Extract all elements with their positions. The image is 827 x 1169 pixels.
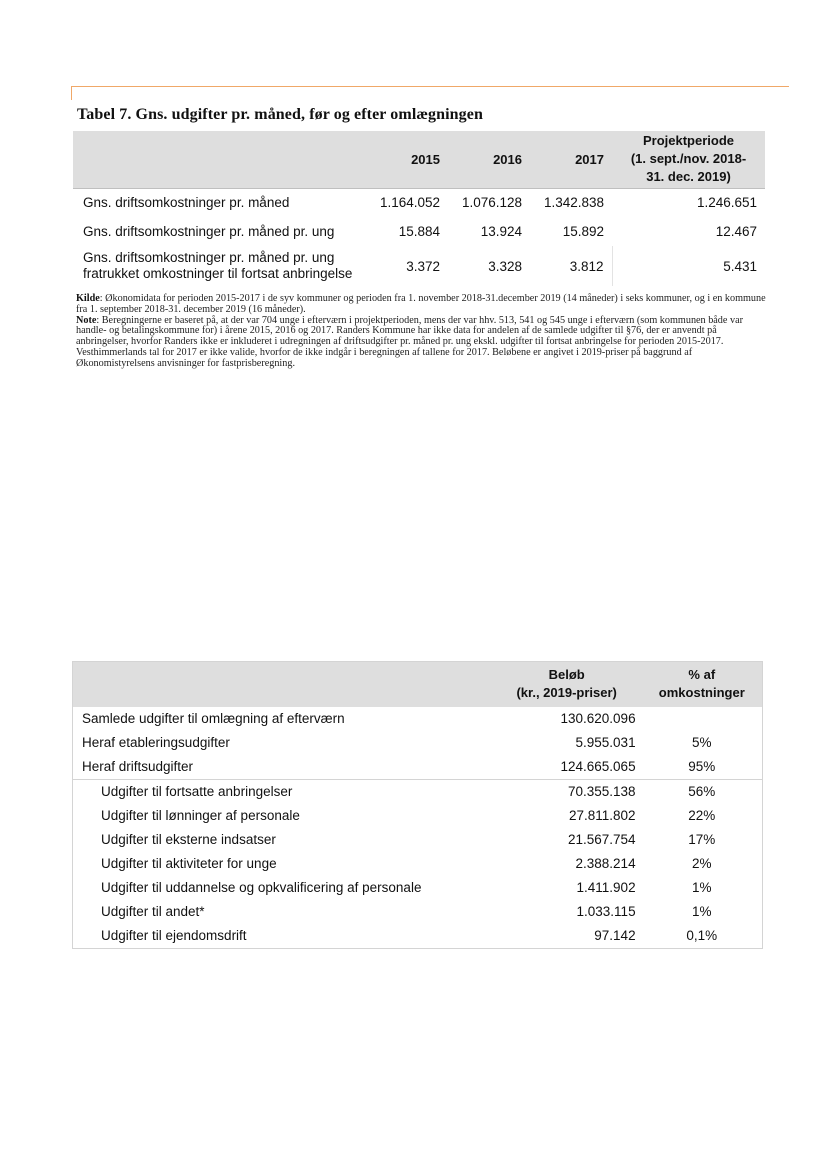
cost-table-row: [73, 707, 763, 731]
cost-table-row-label: Heraf etableringsudgifter: [82, 735, 230, 750]
table7-header-projektperiode-line-2: (1. sept./nov. 2018-: [630, 151, 747, 167]
cost-table-header-pct: [642, 662, 763, 707]
cost-table-subrow-label: Udgifter til eksterne indsatser: [101, 832, 276, 847]
cost-table-header-amount-line-1: Beløb: [548, 667, 585, 683]
cost-table-subrow-label: Udgifter til ejendomsdrift: [101, 928, 247, 943]
cost-table-row-pct: 5%: [692, 735, 712, 750]
cost-table-row-label: Samlede udgifter til omlægning af efterværn: [82, 711, 345, 726]
header-rule-tick: [71, 86, 72, 100]
table7-header-row: [73, 131, 765, 188]
cost-table-row-amount: 130.620.096: [560, 711, 636, 726]
cost-table-subrow-amount: 1.411.902: [576, 880, 636, 895]
cost-table-subrow: [73, 924, 763, 949]
table7-row-label: [73, 246, 360, 286]
table7-header-2015: 2015: [360, 131, 448, 188]
table7-cell: 15.892: [562, 224, 604, 239]
table7-cell: 13.924: [480, 224, 522, 239]
table7-row-label: Gns. driftsomkostninger pr. måned pr. ung: [83, 224, 335, 239]
cost-table-subrow-pct: 1%: [692, 880, 712, 895]
cost-table-subrow: [73, 852, 763, 876]
cost-table-subrow-pct: 1%: [692, 904, 712, 919]
table7-cell: 3.328: [488, 258, 522, 274]
cost-table-subrow-pct: 2%: [692, 856, 712, 871]
table7-row: [73, 188, 765, 217]
cost-table-header-pct-line-2: omkostninger: [658, 685, 745, 701]
table7-header-2017: 2017: [530, 131, 612, 188]
cost-table-subrow: [73, 828, 763, 852]
cost-table-subrow-amount: 21.567.754: [568, 832, 636, 847]
cost-table-subrow: [73, 900, 763, 924]
cost-table-subrow-label: Udgifter til uddannelse og opkvalificering af personale: [101, 880, 422, 895]
table7: [73, 131, 765, 286]
cost-table-subrow-amount: 1.033.115: [576, 904, 636, 919]
table7-cell: 1.342.838: [530, 188, 612, 217]
cost-table-subrow: [73, 804, 763, 828]
table7-cell: 1.164.052: [360, 188, 448, 217]
cost-table-row-pct: [642, 707, 763, 731]
cost-table-subrow-pct: 56%: [642, 779, 763, 804]
table7-cell: 15.884: [398, 224, 440, 239]
cost-table-subrow: [73, 779, 763, 804]
table7-row: [73, 217, 765, 246]
table7-header-projektperiode-line-3: 31. dec. 2019): [646, 169, 731, 185]
table7-cell: 3.812: [569, 258, 604, 274]
method-note-text: : Beregningerne er baseret på, at der var 704 unge i efterværn i projektperioden, mens der var hhv. 513, 541 og 545 unge i efterværn (som kommunen både var handle- og betalingskommune for) i årene 2015, 2016 og 2017. Randers Kommune har ikke data for andelen af de samlede udgifter til §76, der er anvendt på anbringelser, hvorfor Randers ikke er inkluderet i udregningen af driftsudgifter pr. måned pr. ung ekskl. udgifter til fortsat anbringelse for perioden 2015-2017. Vesthimmerlands tal for 2017 er ikke valide, hvorfor de ikke indgår i beregningen af tallene for 2017. Beløbene er angivet i 2019-priser på baggrund af Økonomistyrelsens anvisninger for fastprisberegning.: [76, 314, 743, 369]
cost-table-subrow-label: Udgifter til andet*: [101, 904, 205, 919]
method-note-label: Note: [76, 314, 97, 326]
cost-table-subrow-amount: 2.388.214: [575, 856, 636, 871]
table7-notes: [76, 294, 766, 370]
cost-table-row-amount: 124.665.065: [560, 759, 636, 774]
cost-table-subrow-pct: 22%: [688, 808, 716, 823]
table7-cell: 3.372: [406, 258, 440, 274]
cost-table-subrow: [73, 876, 763, 900]
table7-row-label: Gns. driftsomkostninger pr. måned: [73, 188, 360, 217]
table7-header-empty: [73, 131, 360, 188]
table7-row-label-line-2: fratrukket omkostninger til fortsat anbringelse: [83, 266, 353, 281]
cost-table-subrow-amount: 97.142: [594, 928, 636, 943]
table7-title: Tabel 7. Gns. udgifter pr. måned, før og efter omlægningen: [77, 106, 483, 123]
table7-row: [73, 246, 765, 286]
cost-table-subrow-label: Udgifter til lønninger af personale: [101, 808, 300, 823]
header-rule: [71, 86, 789, 87]
table7-header-2016: 2016: [448, 131, 530, 188]
source-note-label: Kilde: [76, 293, 100, 304]
cost-table-row-amount: 5.955.031: [575, 735, 636, 750]
cost-table: [72, 661, 763, 949]
table7-cell: 5.431: [612, 246, 765, 286]
table7-row-label-line-1: Gns. driftsomkostninger pr. måned pr. ung: [83, 250, 335, 265]
table7-cell: 1.076.128: [448, 188, 530, 217]
cost-table-row-label: Heraf driftsudgifter: [82, 759, 194, 774]
cost-table-header-amount-line-2: (kr., 2019-priser): [516, 685, 617, 701]
table7-cell: 12.467: [715, 224, 757, 239]
cost-table-header-empty: [73, 662, 492, 707]
cost-table-row: [73, 755, 763, 780]
cost-table-subrow-label: Udgifter til aktiviteter for unge: [101, 856, 277, 871]
table7-cell: 1.246.651: [612, 188, 765, 217]
table7-header-projektperiode: [612, 131, 765, 188]
cost-table-subrow-label: Udgifter til fortsatte anbringelser: [73, 779, 492, 804]
cost-table-subrow-amount: 70.355.138: [492, 779, 642, 804]
cost-table-subrow-amount: 27.811.802: [569, 808, 636, 823]
cost-table-subrow-pct: 0,1%: [686, 928, 718, 943]
table7-header-projektperiode-line-1: Projektperiode: [642, 133, 735, 149]
cost-table-subrow-pct: 17%: [688, 832, 716, 847]
cost-table-header-amount: [492, 662, 642, 707]
source-note-text: : Økonomidata for perioden 2015-2017 i de syv kommuner og perioden fra 1. november 2018-31.december 2019 (14 måneder) i seks kommuner, og i en kommune fra 1. september 2018-31. december 2019 (16 måneder).: [76, 293, 766, 315]
cost-table-header-row: [73, 662, 763, 707]
cost-table-header-pct-line-1: % af: [688, 667, 716, 683]
source-note: [76, 294, 766, 316]
method-note: [76, 316, 766, 370]
cost-table-row-pct: 95%: [688, 759, 716, 774]
cost-table-row: [73, 731, 763, 755]
